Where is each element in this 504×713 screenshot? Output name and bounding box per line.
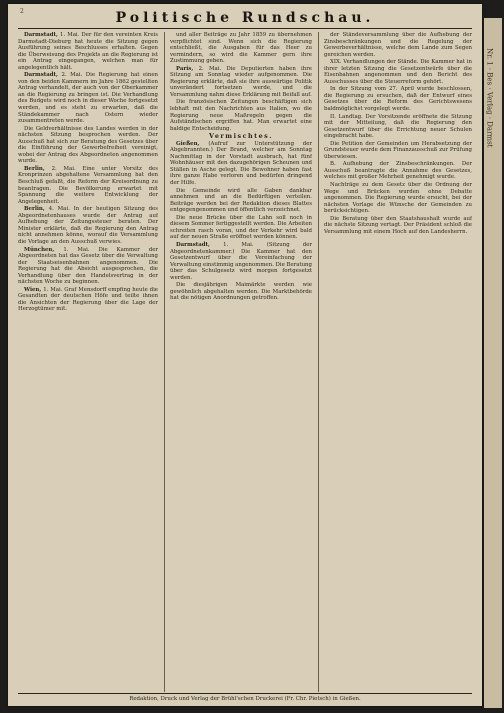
newspaper-page xyxy=(8,4,482,706)
article-paragraph xyxy=(18,166,158,205)
page-title: Politische Rundschau. xyxy=(115,10,375,26)
page-folio: 2 xyxy=(20,8,24,15)
section-heading: Vermischtes. xyxy=(209,132,273,141)
article-paragraph xyxy=(324,216,472,236)
article-paragraph xyxy=(324,86,472,112)
article-paragraph xyxy=(18,32,158,71)
article-paragraph xyxy=(324,59,472,85)
article-paragraph xyxy=(18,72,158,124)
paragraph-text: Nachträge zu dem Gesetz über die Ordnung der Wege und Brücken wurden ohne Debatte angenommen. Die Regierung wurde ersucht, bei der nächsten Vorlage die Wünsche der Gemeinden zu berücksichtigen. xyxy=(324,182,472,215)
paragraph-text: 1. Mai. (Sitzung der Abgeordnetenkammer.) Die Kammer hat den Gesetzentwurf über die Vereinfachung der Verwaltung einstimmig angenommen. Die Beratung über das Schulgesetz wird morgen fortgesetzt werden. xyxy=(170,241,312,281)
paragraph-text: In der Sitzung vom 27. April wurde beschlossen, die Regierung zu ersuchen, daß der Entwurf eines Gesetzes über die Reform des Gerichtswesens baldmöglichst vorgelegt werde. xyxy=(324,86,472,113)
article-paragraph xyxy=(18,247,158,286)
dateline: Berlin, xyxy=(24,206,49,213)
column-middle xyxy=(170,32,312,692)
paragraph-text: Die neue Brücke über die Lahn soll noch in diesem Sommer fertiggestellt werden. Die Arbeiten schreiten rasch voran, und der Verkehr wird bald auf der neuen Straße eröffnet werden können. xyxy=(170,214,312,241)
column-divider xyxy=(318,32,319,692)
column-left xyxy=(18,32,158,692)
dateline: Berlin, xyxy=(24,165,52,172)
dateline: Darmstadt, xyxy=(24,72,62,79)
article-paragraph xyxy=(324,161,472,181)
dateline: Paris, xyxy=(176,65,199,72)
article-paragraph xyxy=(170,66,312,99)
column-right xyxy=(324,32,472,692)
adjacent-page-text: Nr. 1 · Bes · Verlag · Darmst xyxy=(485,48,494,148)
article-paragraph xyxy=(170,282,312,302)
paragraph-text: XIX. Verhandlungen der Stände. Die Kammer hat in ihrer letzten Sitzung die Gesetzentwürfe über die Eisenbahnen angenommen und den Bericht des Ausschusses über die Steuerreform gehört. xyxy=(324,59,472,85)
footer-rule xyxy=(18,693,472,694)
article-paragraph xyxy=(170,242,312,281)
paragraph-text: B. Aufhebung der Zinsbeschränkungen. Der Ausschuß beantragte die Annahme des Gesetzes, welches mit großer Mehrheit genehmigt wurde. xyxy=(324,161,472,181)
paragraph-text: Die diesjährigen Maimärkte werden wie gewöhnlich abgehalten werden. Die Marktbehörde hat die nötigen Anordnungen getroffen. xyxy=(170,282,312,302)
paragraph-text: Die Geldverhältnisse des Landes werden in der nächsten Sitzung besprochen werden. Der Ausschuß hat sich zur Beratung des Gesetzes über die Einführung der Gewerbefreiheit vereinigt, wobei der Antrag des Abgeordneten angenommen wurde. xyxy=(18,125,158,165)
dateline: Darmstadt, xyxy=(24,32,61,38)
paragraph-text: (Aufruf zur Unterstützung der Abgebrannten.) Der Brand, welcher am Sonntag Nachmittag in der Vorstadt ausbrach, hat fünf Wohnhäuser mit den dazugehörigen Scheunen und Ställen in Asche gelegt. Die Bewohner haben fast ihre ganze Habe verloren und bedürfen dringend der Hilfe. xyxy=(170,140,312,187)
paragraph-text: Die Beratung über den Staatshaushalt wurde auf die nächste Sitzung vertagt. Der Präsident schloß die Versammlung mit einem Hoch auf den Landesherrn. xyxy=(324,215,472,235)
article-paragraph xyxy=(18,206,158,245)
paragraph-text: der Ständeversammlung über die Aufhebung der Zinsbeschränkungen und die Regelung der Gewerbeverhältnisse, welche dem Lande zum Segen gereichen werden. xyxy=(324,32,472,58)
dateline: Gießen, xyxy=(176,140,209,147)
adjacent-page-edge xyxy=(484,18,502,708)
title-rule xyxy=(18,28,472,29)
paragraph-text: und aller Beiträge zu Jahr 1859 zu übernehmen verpflichtet sind. Wenn sich die Regierung entschließt, die Ausgaben für das Heer zu vermindern, so wird die Kammer gern ihre Zustimmung geben. xyxy=(170,32,312,65)
paragraph-text: Die französischen Zeitungen beschäftigen sich lebhaft mit den Nachrichten aus Italien, wo die Regierung neue Maßregeln gegen die Aufständischen ergriffen hat. Man erwartet eine baldige Entscheidung. xyxy=(170,99,312,132)
paragraph-text: 2. Mai. Die Deputierten haben ihre Sitzung am Sonntag wieder aufgenommen. Die Regierung erklärte, daß sie ihre auswärtige Politik unverändert fortsetzen werde, und die Versammlung nahm diese Erklärung mit Beifall auf. xyxy=(170,65,312,98)
paragraph-text: 1. Mai. Der für den vereinten Kreis Darmstadt-Dieburg hat heute die Sitzung gegen Ausführung seines Beschlusses erhalten. Gegen die Überweisung des Projekts an die Regierung ist ein Antrag eingegangen, welchen man für angelegentlich hält. xyxy=(18,32,158,71)
paragraph-text: Die Petition der Gemeinden um Herabsetzung der Grundsteuer wurde dem Finanzausschuß zur Prüfung überwiesen. xyxy=(324,140,472,160)
dateline: München, xyxy=(24,246,64,253)
article-paragraph xyxy=(170,99,312,132)
paragraph-text: 2. Mai. Eine unter Vorsitz des Kronprinzen abgehaltene Versammlung hat den Beschluß gefaßt, die Reform der Kreisordnung zu beantragen. Die Bevölkerung erwartet mit Spannung die weitere Entwicklung der Angelegenheit. xyxy=(18,165,158,205)
article-paragraph xyxy=(18,126,158,165)
article-paragraph xyxy=(170,215,312,241)
article-paragraph xyxy=(170,32,312,65)
paragraph-text: 1. Mai. Die Kammer der Abgeordneten hat das Gesetz über die Verwaltung der Staatseisenbahnen angenommen. Die Regierung hat die Absicht ausgesprochen, die Verhandlung über den Handelsvertrag in der nächsten Woche zu beginnen. xyxy=(18,246,158,286)
imprint: Redaktion, Druck und Verlag der Brühl'schen Druckerei (Fr. Chr. Pietsch) in Gießen. xyxy=(129,696,361,702)
paragraph-text: II. Landtag. Der Vorsitzende eröffnete die Sitzung mit der Mitteilung, daß die Regierung den Gesetzentwurf über die Errichtung neuer Schulen eingebracht habe. xyxy=(324,113,472,140)
dateline: Darmstadt, xyxy=(176,241,224,248)
paragraph-text: 1. Mai. Graf Mensdorff empfing heute die Gesandten der deutschen Höfe und teilte ihnen die Ansichten der Regierung über die Lage der Herzogtümer mit. xyxy=(18,286,158,313)
article-paragraph xyxy=(324,32,472,58)
article-paragraph xyxy=(324,182,472,215)
dateline: Wien, xyxy=(24,286,44,293)
article-paragraph xyxy=(18,287,158,313)
article-paragraph xyxy=(170,141,312,187)
article-paragraph xyxy=(324,141,472,161)
article-paragraph xyxy=(324,114,472,140)
paragraph-text: Die Gemeinde wird alle Gaben dankbar annehmen und an die Bedürftigen verteilen. Beiträge werden bei der Redaktion dieses Blattes entgegengenommen und öffentlich verzeichnet. xyxy=(170,187,312,214)
paragraph-text: 2. Mai. Die Regierung hat einen von den beiden Kammern im Jahre 1862 gestellten Antrag verhandelt, der auch von der Oberkammer an die Regierung zu bringen ist. Die Verhandlung des Budgets wird noch in dieser Woche fortgesetzt werden, und es steht zu erwarten, daß die Ständekammer nach Ostern wieder zusammentreten werde. xyxy=(18,72,158,125)
paragraph-text: 4. Mai. In der heutigen Sitzung des Abgeordnetenhauses wurde der Antrag auf Aufhebung der Zeitungssteuer beraten. Der Minister erklärte, daß die Regierung den Antrag nicht annehmen könne, worauf die Versammlung die Vorlage an den Ausschuß verwies. xyxy=(18,206,158,245)
article-paragraph xyxy=(170,188,312,214)
column-divider xyxy=(164,32,165,692)
